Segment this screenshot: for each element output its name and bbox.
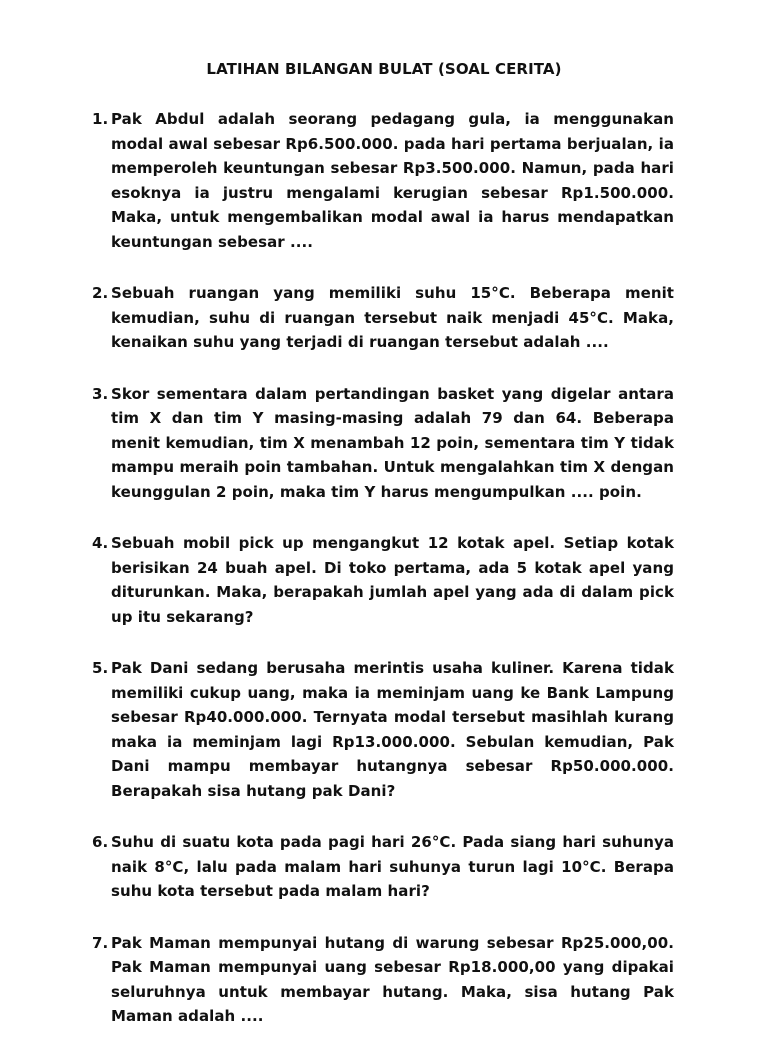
question-text: Suhu di suatu kota pada pagi hari 26°C. Pada siang hari suhunya naik 8°C, lalu pada malam hari suhunya turun lagi 10°C. Berapa suhu kota tersebut pada malam hari? xyxy=(111,833,674,900)
question-text: Pak Abdul adalah seorang pedagang gula, ia menggunakan modal awal sebesar Rp6.500.000. pada hari pertama berjualan, ia memperoleh keuntungan sebesar Rp3.500.000. Namun, pada hari esoknya ia justru mengalami kerugian sebesar Rp1.500.000. Maka, untuk mengembalikan modal awal ia harus mendapatkan keuntungan sebesar .... xyxy=(111,110,674,251)
question-item xyxy=(92,830,674,904)
question-list xyxy=(92,107,674,1056)
question-text: Sebuah ruangan yang memiliki suhu 15°C. Beberapa menit kemudian, suhu di ruangan tersebut naik menjadi 45°C. Maka, kenaikan suhu yang terjadi di ruangan tersebut adalah .... xyxy=(111,284,674,351)
page-title: LATIHAN BILANGAN BULAT (SOAL CERITA) xyxy=(206,60,562,78)
question-item xyxy=(92,656,674,803)
question-text: Skor sementara dalam pertandingan basket yang digelar antara tim X dan tim Y masing-masing adalah 79 dan 64. Beberapa menit kemudian, tim X menambah 12 poin, sementara tim Y tidak mampu meraih poin tambahan. Untuk mengalahkan tim X dengan keunggulan 2 poin, maka tim Y harus mengumpulkan .... poin. xyxy=(111,384,674,501)
question-number: 7. xyxy=(92,933,109,952)
question-text: Pak Dani sedang berusaha merintis usaha kuliner. Karena tidak memiliki cukup uang, maka ia meminjam uang ke Bank Lampung sebesar Rp40.000.000. Ternyata modal tersebut masihlah kurang maka ia meminjam lagi Rp13.000.000. Sebulan kemudian, Pak Dani mampu membayar hutangnya sebesar Rp50.000.000. Berapakah sisa hutang pak Dani? xyxy=(111,659,674,800)
question-number: 1. xyxy=(92,110,109,128)
question-number: 5. xyxy=(92,659,109,677)
question-text: Pak Maman mempunyai hutang di warung sebesar Rp25.000,00. Pak Maman mempunyai uang sebesar Rp18.000,00 yang dipakai seluruhnya untuk membayar hutang. Maka, sisa hutang Pak Maman adalah .... xyxy=(111,933,674,1025)
question-item xyxy=(92,931,674,1029)
question-number: 2. xyxy=(92,284,109,302)
question-item xyxy=(92,107,674,254)
question-number: 4. xyxy=(92,534,109,552)
question-text: Sebuah mobil pick up mengangkut 12 kotak apel. Setiap kotak berisikan 24 buah apel. Di toko pertama, ada 5 kotak apel yang diturunkan. Maka, berapakah jumlah apel yang ada di dalam pick up itu sekarang? xyxy=(111,534,674,626)
question-number: 3. xyxy=(92,384,109,403)
question-item xyxy=(92,531,674,629)
question-number: 6. xyxy=(92,833,109,851)
question-item xyxy=(92,382,674,505)
question-item xyxy=(92,281,674,355)
